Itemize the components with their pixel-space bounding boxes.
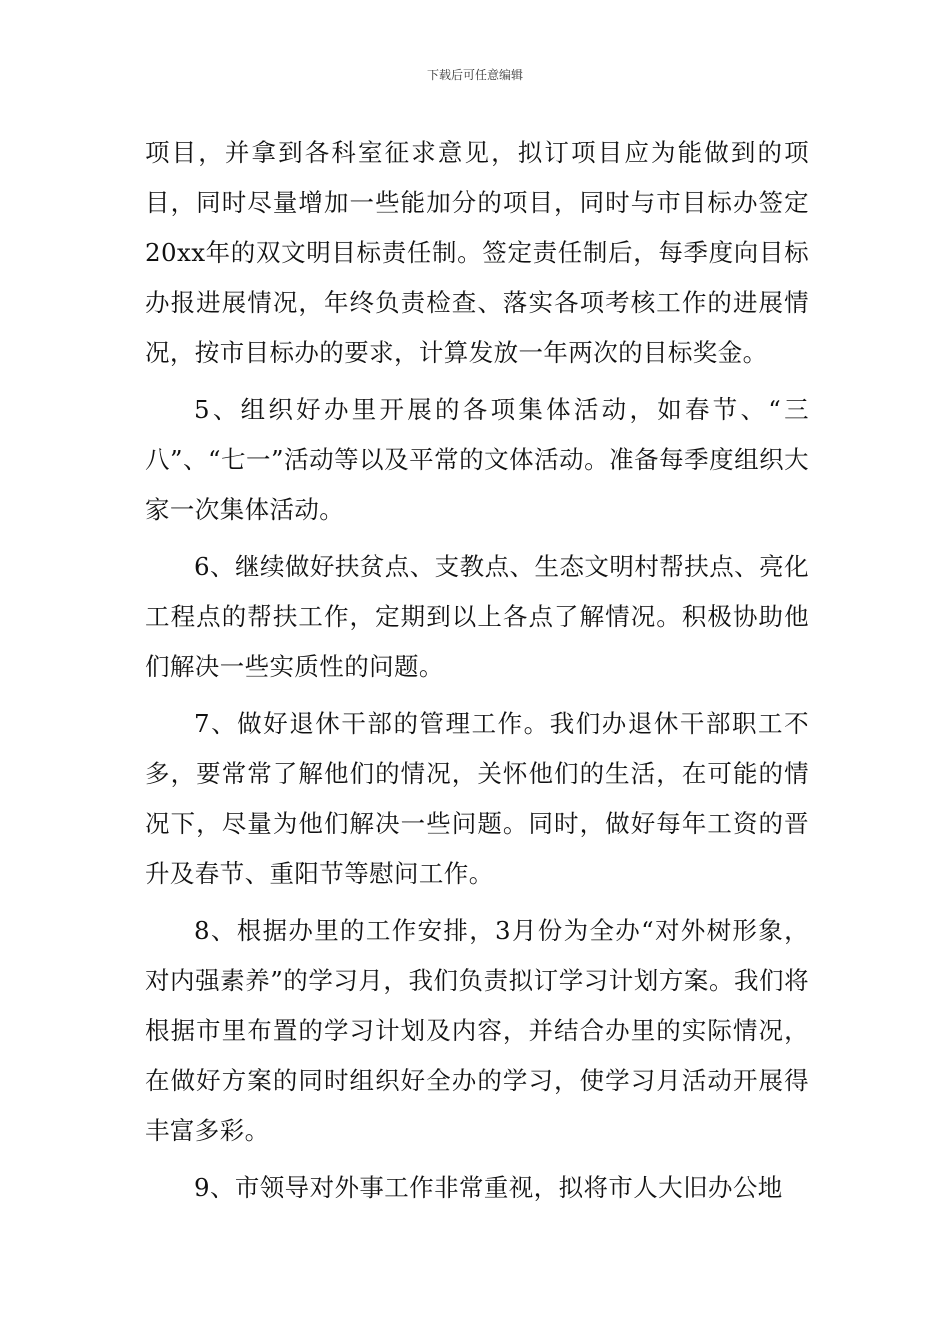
paragraph-item-5: 5、组织好办里开展的各项集体活动，如春节、“三八”、“七一”活动等以及平常的文体活动。准备每季度组织大家一次集体活动。 [145,395,809,524]
paragraph-item-9: 9、市领导对外事工作非常重视，拟将市人大旧办公地 [194,1173,783,1202]
document-body [145,128,809,1220]
paragraph-continuation: 项目，并拿到各科室征求意见，拟订项目应为能做到的项目，同时尽量增加一些能加分的项目，同时与市目标办签定20xx年的双文明目标责任制。签定责任制后，每季度向目标办报进展情况，年终负责检查、落实各项考核工作的进展情况，按市目标办的要求，计算发放一年两次的目标奖金。 [145,138,809,367]
paragraph-item-8: 8、根据办里的工作安排，3月份为全办“对外树形象，对内强素养”的学习月，我们负责拟订学习计划方案。我们将根据市里布置的学习计划及内容，并结合办里的实际情况，在做好方案的同时组织好全办的学习，使学习月活动开展得丰富多彩。 [145,916,809,1145]
page-header: 下载后可任意编辑 [426,68,523,82]
paragraph-item-6: 6、继续做好扶贫点、支教点、生态文明村帮扶点、亮化工程点的帮扶工作，定期到以上各点了解情况。积极协助他们解决一些实质性的问题。 [145,552,809,681]
paragraph-item-7: 7、做好退休干部的管理工作。我们办退休干部职工不多，要常常了解他们的情况，关怀他们的生活，在可能的情况下，尽量为他们解决一些问题。同时，做好每年工资的晋升及春节、重阳节等慰问工作。 [145,709,809,888]
